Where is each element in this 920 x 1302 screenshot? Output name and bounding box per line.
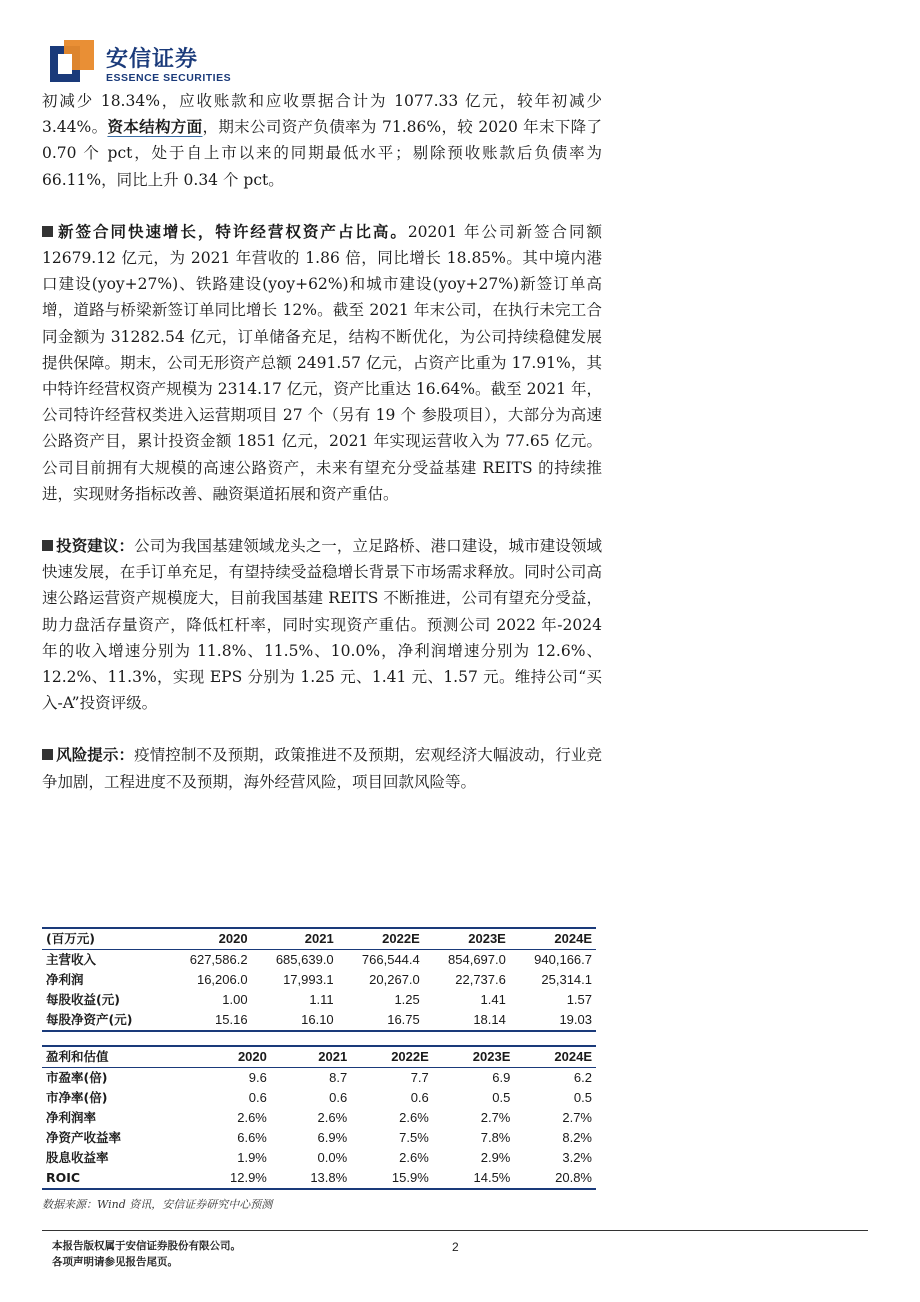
table-cell: 2.6% — [399, 1110, 429, 1125]
row-label: 市净率(倍) — [46, 1090, 108, 1105]
valuation-table — [42, 1045, 596, 1190]
table-cell: 6.6% — [237, 1130, 267, 1145]
table-cell: 0.6 — [248, 1090, 267, 1105]
column-header: 2024E — [510, 928, 596, 950]
table-cell: 0.0% — [317, 1150, 348, 1165]
table-cell: 6.2 — [573, 1070, 592, 1085]
footer-divider — [42, 1230, 868, 1231]
table-cell: 20.8% — [514, 1168, 596, 1189]
table-cell: 13.8% — [271, 1168, 351, 1189]
row-label: 股息收益率 — [46, 1150, 109, 1165]
data-source-note: 数据来源：Wind 资讯，安信证券研究中心预测 — [42, 1198, 273, 1211]
bullet-square-icon — [42, 749, 53, 760]
table-cell: 25,314.1 — [541, 972, 592, 987]
table-cell: 2.6% — [237, 1110, 267, 1125]
table-row — [42, 1128, 596, 1148]
table-row — [42, 1088, 596, 1108]
paragraph-text: 疫情控制不及预期，政策推进不及预期，宏观经济大幅波动，行业竞争加剧，工程进度不及预期，海外经营风险，项目回款风险等。 — [42, 746, 602, 791]
disclaimer-text: 各项声明请参见报告尾页。 — [52, 1256, 178, 1268]
inline-heading: 资本结构方面 — [107, 117, 203, 137]
table-cell: 0.6 — [410, 1090, 429, 1105]
row-label: 每股净资产(元) — [42, 1010, 165, 1031]
column-header: 2020 — [191, 1046, 271, 1068]
table-cell: 3.2% — [562, 1150, 592, 1165]
row-label: 净利润 — [46, 972, 84, 987]
row-label: 主营收入 — [46, 952, 97, 967]
paragraph-text: 初减少 18.34%，应收账款和应收票据合计为 1077.33 亿元，较年初减少 3.44%。 — [42, 92, 602, 137]
table-cell: 16,206.0 — [196, 972, 248, 987]
table-cell: 18.14 — [424, 1010, 510, 1031]
table-row — [42, 970, 596, 990]
table-header-row — [42, 1046, 596, 1068]
row-label: ROIC — [42, 1168, 191, 1189]
table-row — [42, 990, 596, 1010]
table-cell: 2.7% — [562, 1110, 592, 1125]
table-cell: 1.25 — [394, 992, 420, 1007]
row-label: 净利润率 — [46, 1110, 97, 1125]
paragraph-text: 公司为我国基建领域龙头之一，立足路桥、港口建设，城市建设领域快速发展，在手订单充足，有望持续受益稳增长背景下市场需求释放。同时公司高速公路运营资产规模庞大，目前我国基建 REITS 不断推进，公司有望充分受益，助力盘活存量资产，降低杠杆率，同时实现资产重估。预测公司 2022 年-2024 年的收入增速分别为 11.8%、11.5%、10.0%，净利润增速分别为 12.6%、12.2%、11.3%，实现 EPS 分别为 1.25 元、1.41 元、1.57 元。维持公司“买入-A”投资评级。 — [42, 537, 602, 713]
column-header: 2023E — [433, 1046, 515, 1068]
copyright-text: 本报告版权属于安信证券股份有限公司。 — [52, 1240, 241, 1252]
table-cell: 12.9% — [191, 1168, 271, 1189]
table-cell: 7.5% — [399, 1130, 429, 1145]
table-cell: 627,586.2 — [189, 952, 248, 967]
table-cell: 22,737.6 — [455, 972, 506, 987]
table-cell: 15.16 — [165, 1010, 251, 1031]
table-cell: 2.6% — [399, 1150, 429, 1165]
table-cell: 8.7 — [329, 1070, 348, 1085]
table-cell: 16.75 — [338, 1010, 424, 1031]
table-cell: 1.41 — [480, 992, 506, 1007]
footer-disclaimer — [52, 1238, 241, 1270]
table-cell: 1.00 — [222, 992, 248, 1007]
column-header: 2021 — [271, 1046, 351, 1068]
paragraph-heading: 新签合同快速增长，特许经营权资产占比高。 — [56, 221, 408, 241]
table-cell: 685,639.0 — [275, 952, 334, 967]
paragraph-heading: 投资建议： — [56, 536, 135, 556]
table-cell: 14.5% — [433, 1168, 515, 1189]
table-cell: 0.6 — [329, 1090, 348, 1105]
table-cell: 0.5 — [492, 1090, 511, 1105]
logo-mark-icon — [50, 40, 94, 84]
paragraph-new-contracts — [42, 219, 602, 507]
table-row — [42, 950, 596, 971]
brand-name-en: ESSENCE SECURITIES — [106, 72, 232, 84]
paragraph-capital-structure — [42, 88, 602, 193]
report-body — [42, 88, 602, 795]
table-cell: 9.6 — [248, 1070, 267, 1085]
row-label: 市盈率(倍) — [46, 1070, 108, 1085]
table-row — [42, 1148, 596, 1168]
paragraph-investment-advice — [42, 533, 602, 716]
table-cell: 766,544.4 — [361, 952, 420, 967]
column-header: 2024E — [514, 1046, 596, 1068]
company-logo — [50, 40, 240, 90]
table-cell: 0.5 — [573, 1090, 592, 1105]
table-cell: 7.8% — [480, 1130, 511, 1145]
table-cell: 1.9% — [237, 1150, 267, 1165]
table-cell: 16.10 — [252, 1010, 338, 1031]
table-cell: 6.9% — [317, 1130, 348, 1145]
table-cell: 8.2% — [562, 1130, 592, 1145]
paragraph-text: ，期末公司资产负债率为 71.86%，较 2020 年末下降了 0.70 个 pct，处于自上市以来的同期最低水平；剔除预收账款后负债率为 66.11%，同比上升 0.34 个 pct。 — [42, 118, 602, 189]
column-header: 2023E — [424, 928, 510, 950]
column-header: 2022E — [338, 928, 424, 950]
paragraph-risk — [42, 742, 602, 794]
paragraph-text: 20201 年公司新签合同额 12679.12 亿元，为 2021 年营收的 1.86 倍，同比增长 18.85%。其中境内港口建设(yoy+27%)、铁路建设(yoy+62%)和城市建设(yoy+27%)新签订单高增，道路与桥梁新签订单同比增长 12%。截至 2021 年末公司，在执行未完工合同金额为 31282.54 亿元，订单储备充足，结构不断优化，为公司持续稳健发展提供保障。期末，公司无形资产总额 2491.57 亿元，占资产比重为 17.91%，其中特许经营权资产规模为 2314.17 亿元，资产比重达 16.64%。截至 2021 年，公司特许经营权类进入运营期项目 27 个（另有 19 个 参股项目），大部分为高速公路资产目，累计投资金额 1851 亿元，2021 年实现运营收入为 77.65 亿元。公司目前拥有大规模的高速公路资产，未来有望充分受益基建 REITS 的持续推进，实现财务指标改善、融资渠道拓展和资产重估。 — [42, 222, 602, 503]
table-row — [42, 1010, 596, 1031]
column-header: 2020 — [165, 928, 251, 950]
table-cell: 7.7 — [410, 1070, 429, 1085]
row-label: 每股收益(元) — [46, 992, 120, 1007]
column-header: 2021 — [252, 928, 338, 950]
table-cell: 2.7% — [480, 1110, 511, 1125]
table-cell: 17,993.1 — [283, 972, 334, 987]
paragraph-heading: 风险提示： — [56, 745, 135, 765]
bullet-square-icon — [42, 540, 53, 551]
table-cell: 19.03 — [510, 1010, 596, 1031]
column-header: 盈利和估值 — [42, 1046, 191, 1068]
bullet-square-icon — [42, 226, 53, 237]
table-cell: 15.9% — [351, 1168, 433, 1189]
table-cell: 2.9% — [480, 1150, 511, 1165]
table-cell: 2.6% — [317, 1110, 348, 1125]
column-header: (百万元) — [42, 928, 165, 950]
table-row — [42, 1168, 596, 1189]
financial-summary-table — [42, 927, 596, 1032]
table-cell: 20,267.0 — [369, 972, 420, 987]
table-cell: 940,166.7 — [534, 952, 592, 967]
row-label: 净资产收益率 — [46, 1130, 122, 1145]
table-row — [42, 1108, 596, 1128]
table-row — [42, 1068, 596, 1089]
table-header-row — [42, 928, 596, 950]
table-cell: 1.57 — [566, 992, 592, 1007]
page-number: 2 — [452, 1240, 459, 1254]
table-cell: 1.11 — [309, 992, 334, 1007]
brand-name-cn: 安信证券 — [106, 47, 199, 72]
table-cell: 854,697.0 — [448, 952, 506, 967]
table-cell: 6.9 — [492, 1070, 511, 1085]
column-header: 2022E — [351, 1046, 433, 1068]
